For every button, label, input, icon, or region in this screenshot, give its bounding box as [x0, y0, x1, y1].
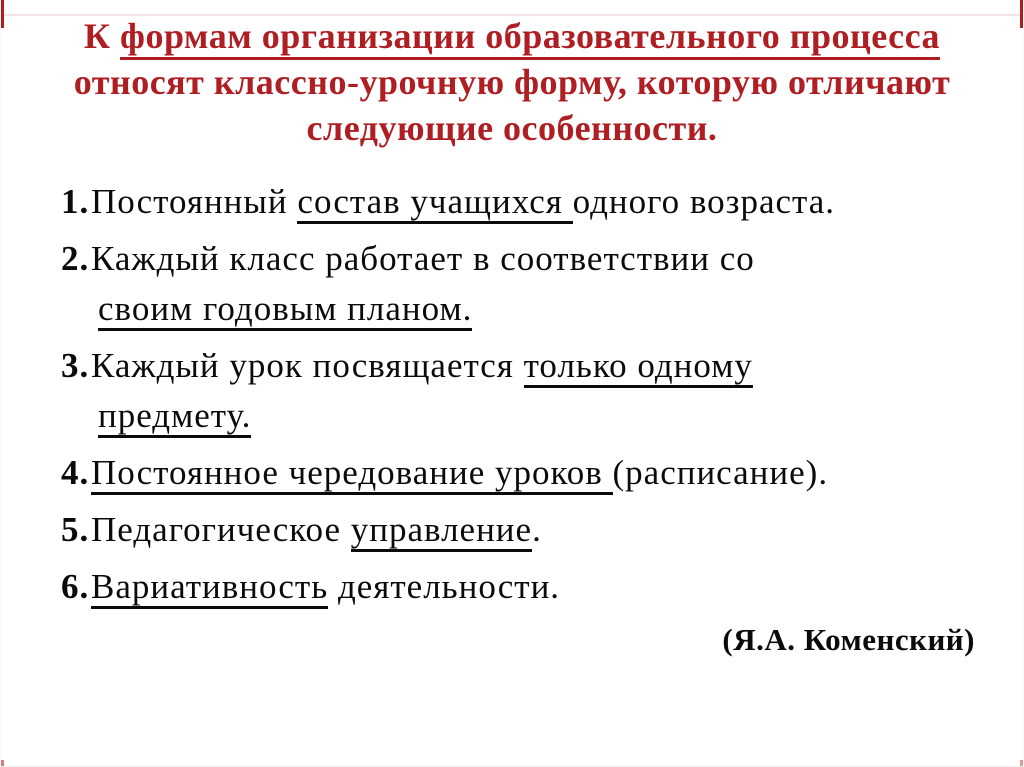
attribution: (Я.А. Коменский): [722, 622, 975, 657]
item-text: деятельности.: [328, 567, 561, 606]
item-number: 3.: [61, 346, 90, 385]
list-item-2-line-1: [1, 234, 1023, 284]
item-text: одного возраста.: [572, 182, 836, 221]
item-number: 5.: [61, 510, 90, 549]
item-text: Педагогическое: [91, 510, 351, 549]
item-underlined-text: только одному: [524, 346, 753, 388]
item-text: Каждый класс работает в соответствии со: [91, 239, 755, 278]
item-number: 2.: [61, 239, 90, 278]
list-item-3-line-2: [1, 391, 1023, 441]
title-line-3: следующие особенности.: [306, 108, 718, 148]
list-item-6: [1, 562, 1023, 612]
item-number: 4.: [61, 453, 90, 492]
item-underlined-text: Вариативность: [91, 567, 328, 609]
item-underlined-text: состав учащихся: [297, 182, 572, 224]
item-underlined-text: своим годовым планом.: [98, 289, 472, 331]
item-number: 6.: [61, 567, 90, 606]
item-text: Каждый урок посвящается: [91, 346, 524, 385]
frame-top-line: [1, 14, 1023, 16]
title-line-1: [1, 13, 1023, 59]
item-text: Постоянный: [91, 182, 298, 221]
item-text: .: [532, 510, 542, 549]
item-text: (расписание).: [612, 453, 829, 492]
item-number: 1.: [61, 182, 90, 221]
title-prefix: К: [83, 16, 121, 56]
feature-list: [1, 177, 1023, 612]
item-underlined-text: управление: [351, 510, 532, 552]
list-item-4: [1, 448, 1023, 498]
item-underlined-text: предмету.: [98, 396, 251, 438]
list-item-3-line-1: [1, 341, 1023, 391]
frame-tick-bottom-right: [1020, 760, 1023, 766]
list-item-5: [1, 505, 1023, 555]
item-underlined-text: Постоянное чередование уроков: [91, 453, 613, 495]
title-line-2: относят классно-урочную форму, которую отличают: [73, 62, 951, 102]
title-underlined-phrase: формам организации образовательного процесса: [120, 16, 940, 60]
list-item-2-line-2: [1, 284, 1023, 334]
frame-tick-bottom-left: [1, 760, 4, 766]
slide-title: [1, 0, 1023, 151]
list-item-1: [1, 177, 1023, 227]
